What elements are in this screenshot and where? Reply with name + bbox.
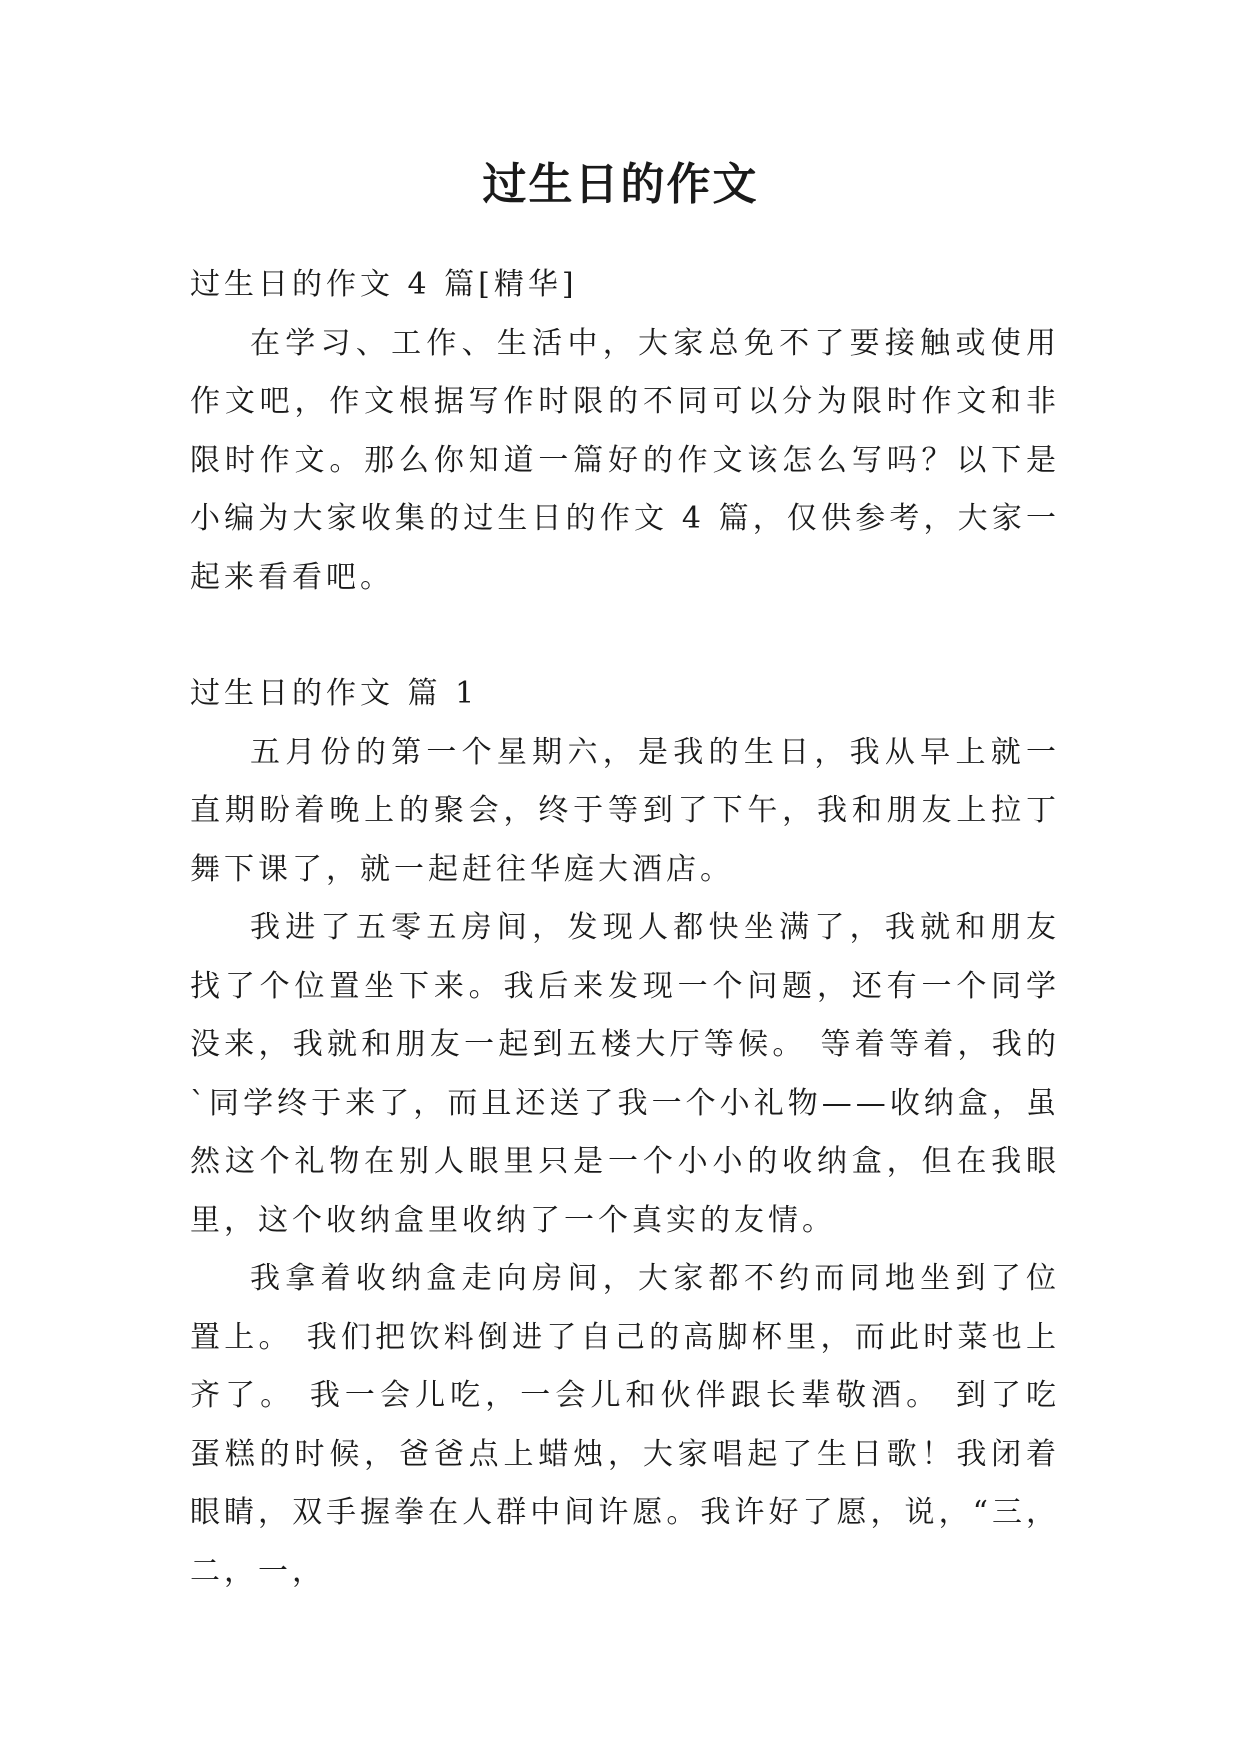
section-heading: 过生日的作文 篇 1 bbox=[190, 676, 479, 711]
document-title: 过生日的作文 bbox=[482, 159, 759, 210]
body-paragraph-1: 五月份的第一个星期六，是我的生日，我从早上就一直期盼着晚上的聚会，终于等到了下午，我和朋友上拉丁舞下课了，就一起赶往华庭大酒店。 bbox=[190, 734, 1060, 887]
body-paragraph-2: 我进了五零五房间，发现人都快坐满了，我就和朋友找了个位置坐下来。我后来发现一个问题，还有一个同学没来，我就和朋友一起到五楼大厅等候。 等着等着，我的`同学终于来了，而且还送了我一个小礼物——收纳盒，虽然这个礼物在别人眼里只是一个小小的收纳盒，但在我眼里，这个收纳盒里收纳了一个真实的友情。 bbox=[190, 910, 1060, 1238]
body-paragraph-3: 我拿着收纳盒走向房间，大家都不约而同地坐到了位置上。 我们把饮料倒进了自己的高脚杯里，而此时菜也上齐了。 我一会儿吃，一会儿和伙伴跟长辈敬酒。 到了吃蛋糕的时候，爸爸点上蜡烛，大家唱起了生日歌！我闭着眼睛，双手握拳在人群中间许愿。我许好了愿，说，“三，二，一， bbox=[190, 1261, 1060, 1589]
intro-heading: 过生日的作文 4 篇[精华] bbox=[190, 267, 578, 302]
section-spacer bbox=[190, 607, 1060, 665]
document-body bbox=[190, 256, 1060, 1601]
intro-paragraph: 在学习、工作、生活中，大家总免不了要接触或使用作文吧，作文根据写作时限的不同可以分为限时作文和非限时作文。那么你知道一篇好的作文该怎么写吗？以下是小编为大家收集的过生日的作文 4 篇，仅供参考，大家一起来看看吧。 bbox=[190, 325, 1060, 595]
